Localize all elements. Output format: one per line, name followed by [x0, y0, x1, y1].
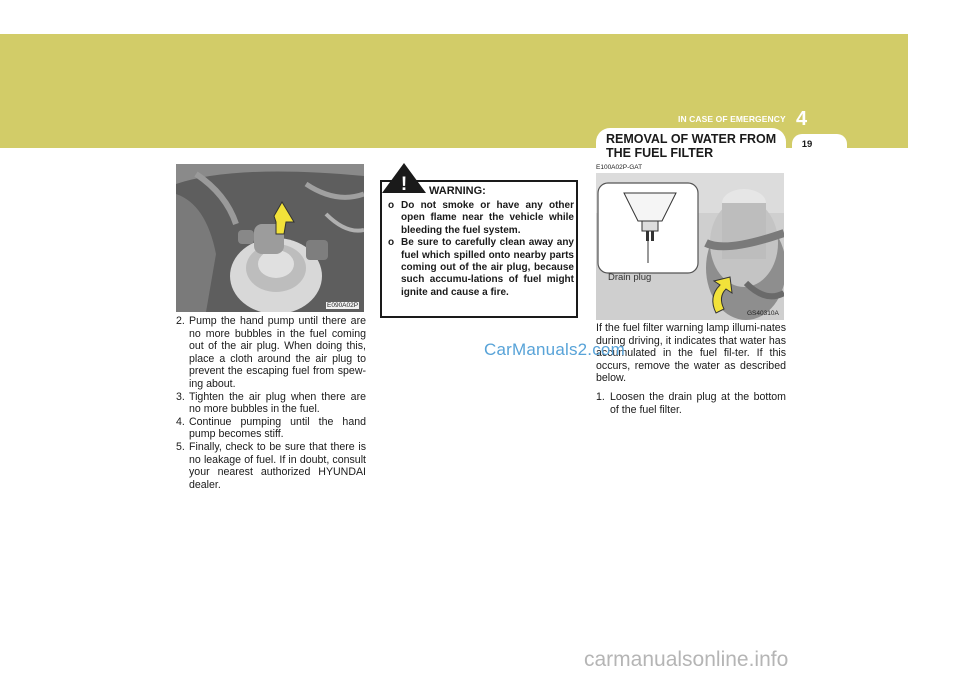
- chapter-label: IN CASE OF EMERGENCY: [678, 114, 786, 124]
- warning-title: WARNING:: [429, 185, 486, 197]
- fuel-filter-illustration: [596, 173, 784, 320]
- footer-watermark: carmanualsonline.info: [584, 648, 789, 671]
- engine-bay-photo: [176, 164, 364, 312]
- list-item: [176, 416, 366, 441]
- step-text: Tighten the air plug when there are no more bubbles in the fuel.: [189, 390, 366, 416]
- step-number: 1.: [596, 390, 605, 403]
- section-title: REMOVAL OF WATER FROM THE FUEL FILTER: [606, 132, 777, 160]
- fuel-filter-photo: [596, 173, 784, 320]
- reference-code: E100A02P-GAT: [596, 164, 643, 171]
- drain-plug-label: Drain plug: [608, 272, 652, 283]
- step-number: 3.: [176, 390, 185, 403]
- list-item: [176, 315, 366, 391]
- step-number: 2.: [176, 315, 185, 327]
- warning-triangle-icon: [382, 163, 426, 193]
- step-text: Finally, check to be sure that there is no leakage of fuel. If in doubt, consult your nearest authorized HYUNDAI dealer.: [189, 440, 366, 491]
- engine-bay-illustration: [176, 164, 364, 312]
- intro-paragraph: If the fuel filter warning lamp illumi-nates during driving, it indicates that water has accumulated in the fuel fil-ter. If this occurs, remove the water as described below.: [596, 322, 786, 385]
- warning-list: [388, 200, 574, 299]
- list-item: [388, 200, 574, 237]
- step-text: Pump the hand pump until there are no more bubbles in the fuel coming out of the air plug. When doing this, place a cloth around the air plug to prevent the escaping fuel from spew-ing about.: [189, 315, 366, 390]
- warning-text: Do not smoke or have any other open flame near the vehicle while bleeding the fuel system.: [401, 200, 574, 236]
- photo-code: E090A02P: [327, 302, 359, 309]
- left-steps: [176, 315, 366, 491]
- list-item: [176, 441, 366, 491]
- list-item: [388, 237, 574, 299]
- step-number: 5.: [176, 440, 185, 453]
- step-number: 4.: [176, 415, 185, 428]
- watermark-link[interactable]: CarManuals2.com: [484, 340, 625, 359]
- bullet: o: [388, 200, 395, 211]
- photo-code: GS40310A: [747, 310, 779, 317]
- step-text: Continue pumping until the hand pump becomes stiff.: [189, 415, 366, 441]
- list-item: [596, 391, 786, 416]
- right-column-text: [596, 322, 786, 416]
- warning-text: Be sure to carefully clean away any fuel which spilled onto nearby parts coming out of the air plug, because such accumu-lations of fuel might ignite and cause a fire.: [401, 237, 574, 298]
- bullet: o: [388, 237, 395, 249]
- page-number: 19: [801, 139, 813, 150]
- chapter-number: 4: [796, 108, 808, 130]
- warning-icon-symbol: !: [400, 174, 408, 193]
- list-item: [176, 391, 366, 416]
- step-text: Loosen the drain plug at the bottom of the fuel filter.: [610, 390, 786, 416]
